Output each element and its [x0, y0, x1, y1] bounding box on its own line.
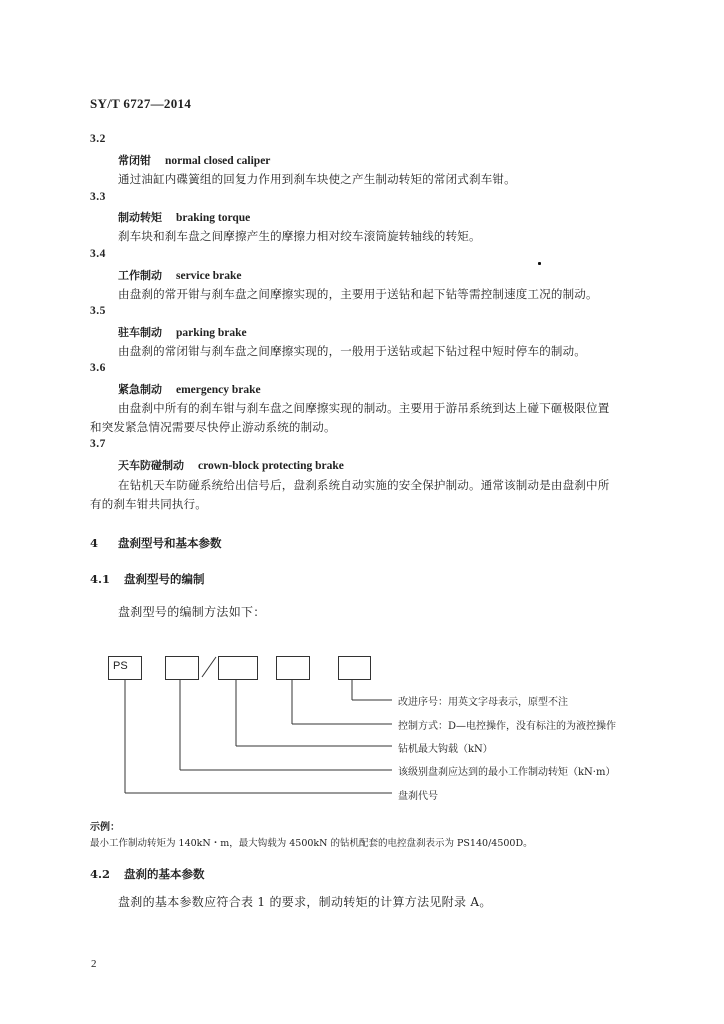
- term-number: 3.4: [90, 248, 106, 260]
- legend-hook-load: 钻机最大钩载（kN）: [398, 744, 493, 755]
- term-chinese: 驻车制动: [118, 326, 162, 339]
- term-english: normal closed caliper: [165, 155, 271, 167]
- section-number: 4: [90, 536, 99, 550]
- term-chinese: 紧急制动: [118, 383, 162, 396]
- legend-control-mode: 控制方式：D—电控操作，没有标注的为液控操作: [398, 721, 617, 732]
- term-number: 3.3: [90, 191, 106, 203]
- subsection-heading: [90, 866, 205, 882]
- page-number: 2: [91, 958, 97, 970]
- legend-ps-code: 盘刹代号: [398, 791, 438, 802]
- term-definition-continued: 和突发紧急情况需要尽快停止游动系统的制动。: [90, 420, 336, 434]
- term-number: 3.7: [90, 438, 106, 450]
- term-chinese: 常闭钳: [118, 154, 151, 167]
- term-number: 3.2: [90, 133, 106, 145]
- term-english: braking torque: [176, 212, 251, 224]
- term-definition: 通过油缸内碟簧组的回复力作用到刹车块使之产生制动转矩的常闭式刹车钳。: [118, 172, 516, 186]
- legend-torque: 该级别盘刹应达到的最小工作制动转矩（kN·m）: [398, 767, 616, 778]
- term-chinese: 工作制动: [118, 269, 162, 282]
- term-number: 3.5: [90, 305, 106, 317]
- term-definition-continued: 有的刹车钳共同执行。: [90, 497, 207, 511]
- term-definition: 在钻机天车防碰系统给出信号后，盘刹系统自动实施的安全保护制动。通常该制动是由盘刹中所: [118, 478, 610, 492]
- subsection-title: 盘刹型号的编制: [124, 572, 205, 586]
- subsection-number: 4.2: [90, 867, 111, 881]
- term-english: crown-block protecting brake: [198, 460, 344, 472]
- term-chinese: 制动转矩: [118, 211, 162, 224]
- term-english: service brake: [176, 270, 242, 282]
- torque-box: [165, 656, 199, 680]
- example-text: 最小工作制动转矩为 140kN・m，最大钩载为 4500kN 的钻机配套的电控盘刹表示为 PS140/4500D。: [90, 838, 533, 849]
- term-definition: 刹车块和刹车盘之间摩擦产生的摩擦力相对绞车滚筒旋转轴线的转矩。: [118, 229, 481, 243]
- term-definition: 由盘刹中所有的刹车钳与刹车盘之间摩擦实现的制动。主要用于游吊系统到达上碰下砸极限位置: [118, 401, 610, 415]
- ps-code-label: PS: [113, 660, 128, 672]
- section-title: 盘刹型号和基本参数: [118, 536, 222, 550]
- hook-load-box: [218, 656, 258, 680]
- legend-revision: 改进序号：用英文字母表示，原型不注: [398, 697, 568, 708]
- term-english: emergency brake: [176, 384, 261, 396]
- example-heading: 示例：: [90, 822, 120, 833]
- term-english: parking brake: [176, 327, 247, 339]
- standard-code-header: SY/T 6727—2014: [90, 96, 192, 111]
- paragraph: 盘刹型号的编制方法如下：: [118, 605, 266, 619]
- subsection-title: 盘刹的基本参数: [124, 867, 205, 881]
- control-mode-box: [276, 656, 310, 680]
- revision-box: [338, 656, 371, 680]
- term-chinese: 天车防碰制动: [118, 459, 184, 472]
- term-definition: 由盘刹的常开钳与刹车盘之间摩擦实现的，主要用于送钻和起下钻等需控制速度工况的制动。: [118, 287, 598, 301]
- term-number: 3.6: [90, 362, 106, 374]
- subsection-number: 4.1: [90, 572, 111, 586]
- paragraph: 盘刹的基本参数应符合表 1 的要求，制动转矩的计算方法见附录 A。: [118, 895, 492, 909]
- term-definition: 由盘刹的常闭钳与刹车盘之间摩擦实现的，一般用于送钻或起下钻过程中短时停车的制动。: [118, 344, 586, 358]
